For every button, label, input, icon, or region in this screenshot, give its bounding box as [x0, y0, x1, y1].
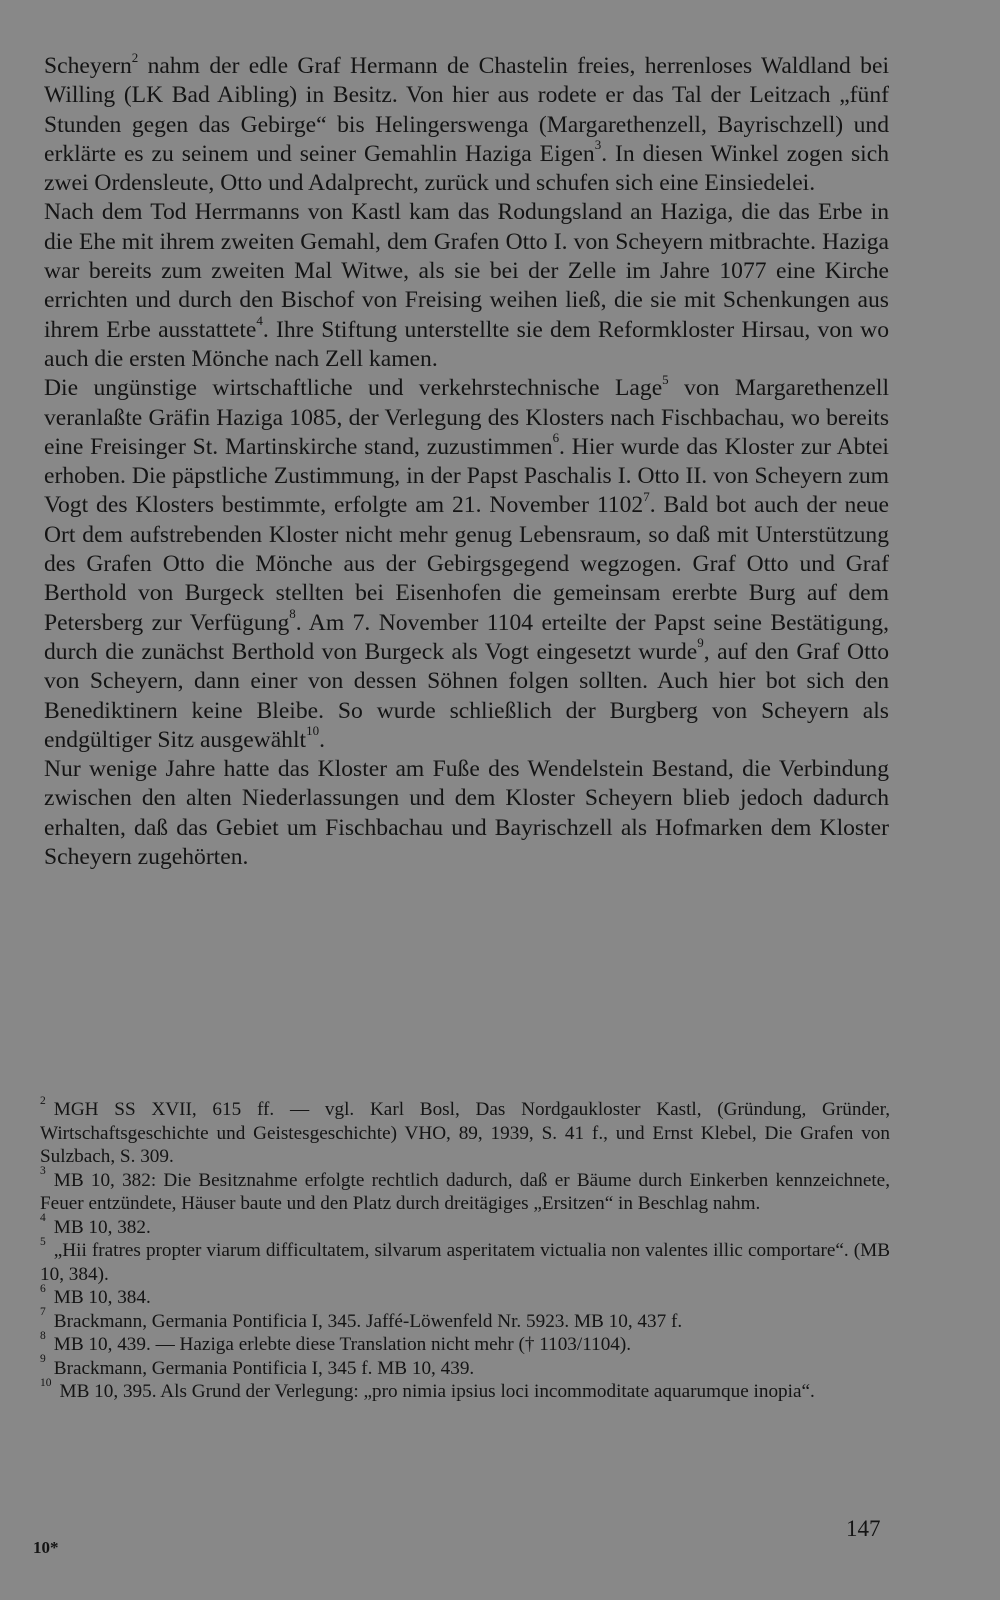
footnote: [40, 1282, 890, 1310]
footnote: [40, 1376, 890, 1404]
footnote-ref-7: 7: [643, 489, 650, 504]
footnote-text: MB 10, 395. Als Grund der Verlegung: „pro nimia ipsius loci incommoditate aquarumque inopia“.: [59, 1381, 815, 1402]
footnote-ref-6: 6: [552, 430, 560, 446]
paragraph-text: Die ungünstige wirtschaftliche und verkehrstechnische Lage: [44, 375, 663, 402]
paragraph-text: . Hier wurde das Kloster zur Abtei erhoben. Die päpstliche Zustimmung, in der Papst Paschalis I. Otto II. von Scheyern zum Vogt des Klosters bestimmte, erfolgte am 21. November 1102: [44, 433, 889, 519]
paragraph-text: . Ihre Stiftung unterstellte sie dem Reformkloster Hirsau, von wo auch die ersten Mönche nach Zell kamen.: [44, 316, 890, 372]
body-text: [44, 49, 890, 872]
footnote-number: 4: [40, 1212, 46, 1225]
paragraph-text: .: [319, 726, 325, 753]
footnote: [40, 1235, 890, 1286]
paragraph-text: . Am 7. November 1104 erteilte der Papst seine Bestätigung, durch die zunächst Berthold von Burgeck als Vogt eingesetzt wurde: [44, 609, 889, 665]
signature-mark: 10*: [33, 1538, 59, 1557]
footnote: [40, 1329, 890, 1357]
footnote-text: Brackmann, Germania Pontificia I, 345 f. MB 10, 439.: [53, 1357, 475, 1379]
footnote-number: 3: [40, 1165, 46, 1178]
footnote-number: 9: [40, 1353, 46, 1366]
footnote-ref-3: 3: [594, 137, 602, 153]
footnote-text: MB 10, 439. — Haziga erlebte diese Translation nicht mehr († 1103/1104).: [53, 1334, 632, 1355]
footnote-number: 10: [40, 1376, 52, 1389]
footnote: [40, 1306, 890, 1334]
paragraph-text: von Margarethenzell veranlaßte Gräfin Haziga 1085, der Verlegung des Klosters nach Fischbachau, wo bereits eine Freisinger St. Martinskirche stand, zuzustimmen: [44, 375, 890, 460]
paragraph-text: Nur wenige Jahre hatte das Kloster am Fuße des Wendelstein Bestand, die Verbindung zwischen den alten Niederlassungen und dem Kloster Scheyern blieb jedoch dadurch erhalten, daß das Gebiet um Fischbachau und Bayrischzell als Hofmarken dem Kloster Scheyern zugehörten.: [44, 756, 889, 871]
paragraph-2: [44, 198, 889, 374]
footnote-ref-8: 8: [289, 606, 296, 622]
footnote: [40, 1094, 890, 1169]
footnote-ref-4: 4: [256, 313, 263, 329]
footnote-text: MGH SS XVII, 615 ff. — vgl. Karl Bosl, Das Nordgaukloster Kastl, (Gründung, Gründer, Wirtschaftsgeschichte und Geistesgeschichte) VHO, 89, 1939, S. 41 f., und Ernst Klebel, Die Grafen von Sulzbach, S. 309.: [40, 1099, 890, 1167]
paragraph-1: [44, 49, 889, 198]
footnote: [40, 1212, 890, 1240]
footnotes: [40, 1094, 890, 1404]
footnote-ref-2: 2: [131, 49, 139, 65]
paragraph-text: , auf den Graf Otto von Scheyern, dann einer von dessen Söhnen folgen sollten. Auch hier bot sich den Benediktinern keine Bleibe. So wurde schließlich der Burgberg von Scheyern als endgültiger Sitz ausgewählt: [44, 638, 889, 753]
paragraph-4: [44, 755, 889, 872]
paragraph-text: nahm der edle Graf Hermann de Chastelin freies, herrenloses Waldland bei Willing (LK Bad Aibling) in Besitz. Von hier aus rodete er das Tal der Leitzach „fünf Stunden gegen das Gebirge“ bis Helingerswenga (Margarethenzell, Bayrischzell) und erklärte es zu seinem und seiner Gemahlin Haziga Eigen: [44, 53, 889, 167]
paragraph-text: Nach dem Tod Herrmanns von Kastl kam das Rodungsland an Haziga, die das Erbe in die Ehe mit ihrem zweiten Gemahl, dem Grafen Otto I. von Scheyern mitbrachte. Haziga war bereits zum zweiten Mal Witwe, als sie bei der Zelle im Jahre 1077 eine Kirche errichten und durch den Bischof von Freising weihen ließ, die sie mit Schenkungen aus ihrem Erbe ausstattete: [44, 199, 889, 343]
footnote: [40, 1353, 890, 1381]
footnote-text: Brackmann, Germania Pontificia I, 345. Jaffé-Löwenfeld Nr. 5923. MB 10, 437 f.: [53, 1310, 683, 1332]
footnote-text: MB 10, 382: Die Besitznahme erfolgte rechtlich dadurch, daß er Bäume durch Einkerben kennzeichnete, Feuer entzündete, Häuser baute und den Platz durch dreitägiges „Ersitzen“ in Beschlag nahm.: [40, 1169, 890, 1214]
paragraph-text: . Bald bot auch der neue Ort dem aufstrebenden Kloster nicht mehr genug Lebensraum, so daß mit Unterstützung des Grafen Otto die Mönche aus der Gebirgsgegend wegzogen. Graf Otto und Graf Berthold von Burgeck stellten bei Eisenhofen die gemeinsam ererbte Burg auf dem Petersberg zur Verfügung: [44, 492, 889, 636]
footnote: [40, 1165, 890, 1216]
footnote-number: 2: [40, 1094, 46, 1107]
page-number: 147: [846, 1516, 881, 1541]
footnote-text: „Hii fratres propter viarum difficultatem, silvarum asperitatem victualia non valentes illic comportare“. (MB 10, 384).: [40, 1240, 890, 1285]
paragraph-3: [44, 371, 890, 755]
footnote-number: 8: [40, 1329, 46, 1342]
paragraph-text: . In diesen Winkel zogen sich zwei Ordensleute, Otto und Adalprecht, zurück und schufen sich eine Einsiedelei.: [44, 140, 889, 197]
footnote-number: 6: [40, 1282, 46, 1295]
footnote-number: 7: [40, 1306, 46, 1319]
paragraph-text: Scheyern: [44, 53, 132, 79]
footnote-text: MB 10, 384.: [53, 1287, 151, 1308]
footnote-text: MB 10, 382.: [53, 1216, 151, 1238]
footnote-number: 5: [40, 1235, 46, 1248]
footnote-ref-10: 10: [306, 723, 320, 739]
footnote-ref-5: 5: [662, 371, 669, 387]
footnote-ref-9: 9: [697, 635, 704, 651]
